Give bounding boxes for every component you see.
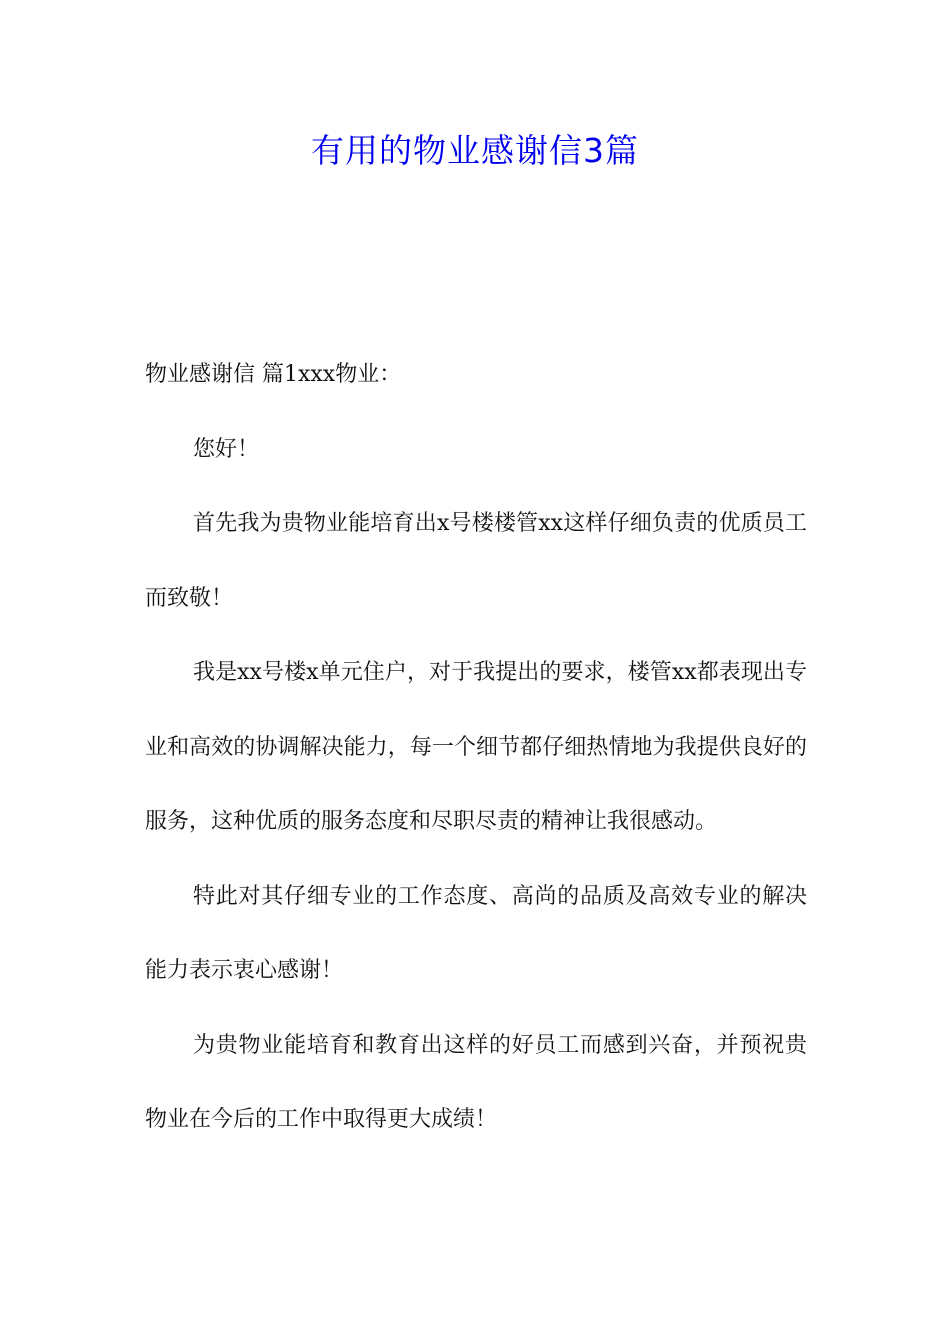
document-body [145, 338, 807, 1158]
body-paragraph: 为贵物业能培育和教育出这样的好员工而感到兴奋，并预祝贵物业在今后的工作中取得更大成绩！ [145, 1032, 807, 1132]
body-paragraph: 首先我为贵物业能培育出x号楼楼管xx这样仔细负责的优质员工而致敬！ [145, 511, 807, 611]
body-paragraph: 特此对其仔细专业的工作态度、高尚的品质及高效专业的解决能力表示衷心感谢！ [145, 883, 807, 983]
greeting-paragraph: 您好！ [193, 436, 260, 462]
salutation-line: 物业感谢信 篇1xxx物业： [145, 362, 402, 387]
body-paragraph: 我是xx号楼x单元住户，对于我提出的要求，楼管xx都表现出专业和高效的协调解决能力，每一个细节都仔细热情地为我提供良好的服务，这种优质的服务态度和尽职尽责的精神让我很感动。 [145, 660, 807, 834]
document-title: 有用的物业感谢信3篇 [311, 131, 639, 170]
